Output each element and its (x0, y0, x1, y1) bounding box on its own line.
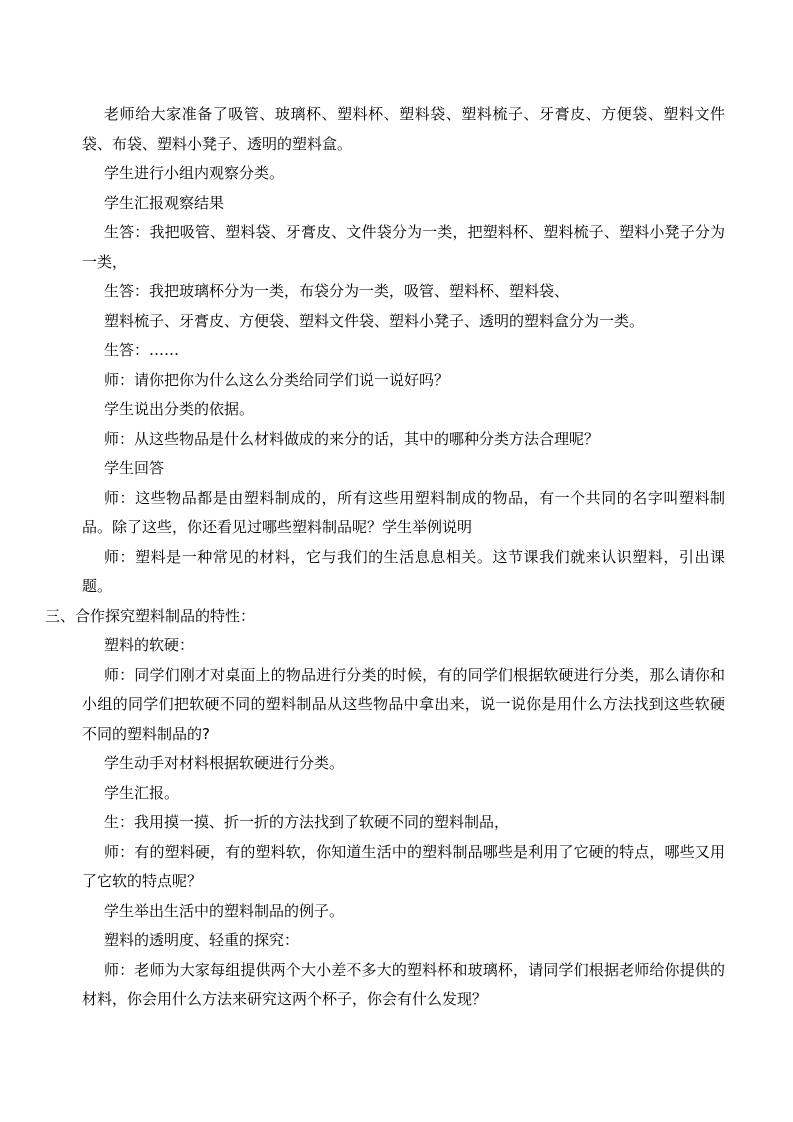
paragraph-answer-3: 生答：…… (104, 341, 180, 359)
paragraph-report: 学生汇报观察结果 (104, 193, 225, 212)
paragraph-cup-experiment: 师：老师为大家每组提供两个大小差不多大的塑料杯和玻璃杯，请同学们根据老师给你提供的材料，你会用什么方法来研究这两个杯子，你会有什么发现？ (82, 960, 725, 1008)
subheading-hardness: 塑料的软硬： (104, 636, 195, 654)
paragraph-student-answer: 学生回答 (104, 459, 165, 477)
paragraph-answer-1: 生答：我把吸管、塑料袋、牙膏皮、文件袋分为一类，把塑料杯、塑料梳子、塑料小凳子分为一类， (82, 223, 725, 271)
paragraph-teacher-ask: 师：请你把你为什么这么分类给同学们说一说好吗？ (104, 370, 450, 389)
paragraph-group-observe: 学生进行小组内观察分类。 (104, 164, 285, 182)
paragraph-materials: 老师给大家准备了吸管、玻璃杯、塑料杯、塑料袋、塑料梳子、牙膏皮、方便袋、塑料文件袋、布袋、塑料小凳子、透明的塑料盒。 (82, 105, 725, 153)
paragraph-plastic-products: 师：这些物品都是由塑料制成的，所有这些用塑料制成的物品，有一个共同的名字叫塑料制品。除了这些，你还看见过哪些塑料制品呢？学生举例说明 (82, 488, 725, 536)
paragraph-hands-on: 学生动手对材料根据软硬进行分类。 (104, 754, 345, 772)
paragraph-examples: 学生举出生活中的塑料制品的例子。 (104, 901, 345, 920)
paragraph-hardness-task: 师：同学们刚才对桌面上的物品进行分类的时候，有的同学们根据软硬进行分类，那么请你和小组的同学们把软硬不同的塑料制品从这些物品中拿出来，说一说你是用什么方法找到这些软硬不同的塑料制品的? (82, 665, 725, 743)
paragraph-answer-2: 生答：我把玻璃杯分为一类，布袋分为一类，吸管、塑料杯、塑料袋、 (104, 282, 570, 300)
paragraph-basis: 学生说出分类的依据。 (104, 400, 255, 418)
section-heading-3: 三、合作探究塑料制品的特性： (45, 606, 256, 625)
paragraph-hard-soft-use: 师：有的塑料硬，有的塑料软，你知道生活中的塑料制品哪些是利用了它硬的特点，哪些又用了它软的特点呢？ (82, 842, 725, 890)
paragraph-student-report: 学生汇报。 (104, 783, 180, 802)
subheading-transparency: 塑料的透明度、轻重的探究： (104, 931, 300, 949)
paragraph-answer-2-cont: 塑料梳子、牙膏皮、方便袋、塑料文件袋、塑料小凳子、透明的塑料盒分为一类。 (104, 311, 645, 330)
paragraph-teacher-material: 师：从这些物品是什么材料做成的来分的话，其中的哪种分类方法合理呢？ (104, 429, 600, 448)
paragraph-touch-fold: 生：我用摸一摸、折一折的方法找到了软硬不同的塑料制品， (104, 813, 510, 831)
paragraph-topic-intro: 师：塑料是一种常见的材料，它与我们的生活息息相关。这节课我们就来认识塑料，引出课题。 (82, 547, 725, 595)
